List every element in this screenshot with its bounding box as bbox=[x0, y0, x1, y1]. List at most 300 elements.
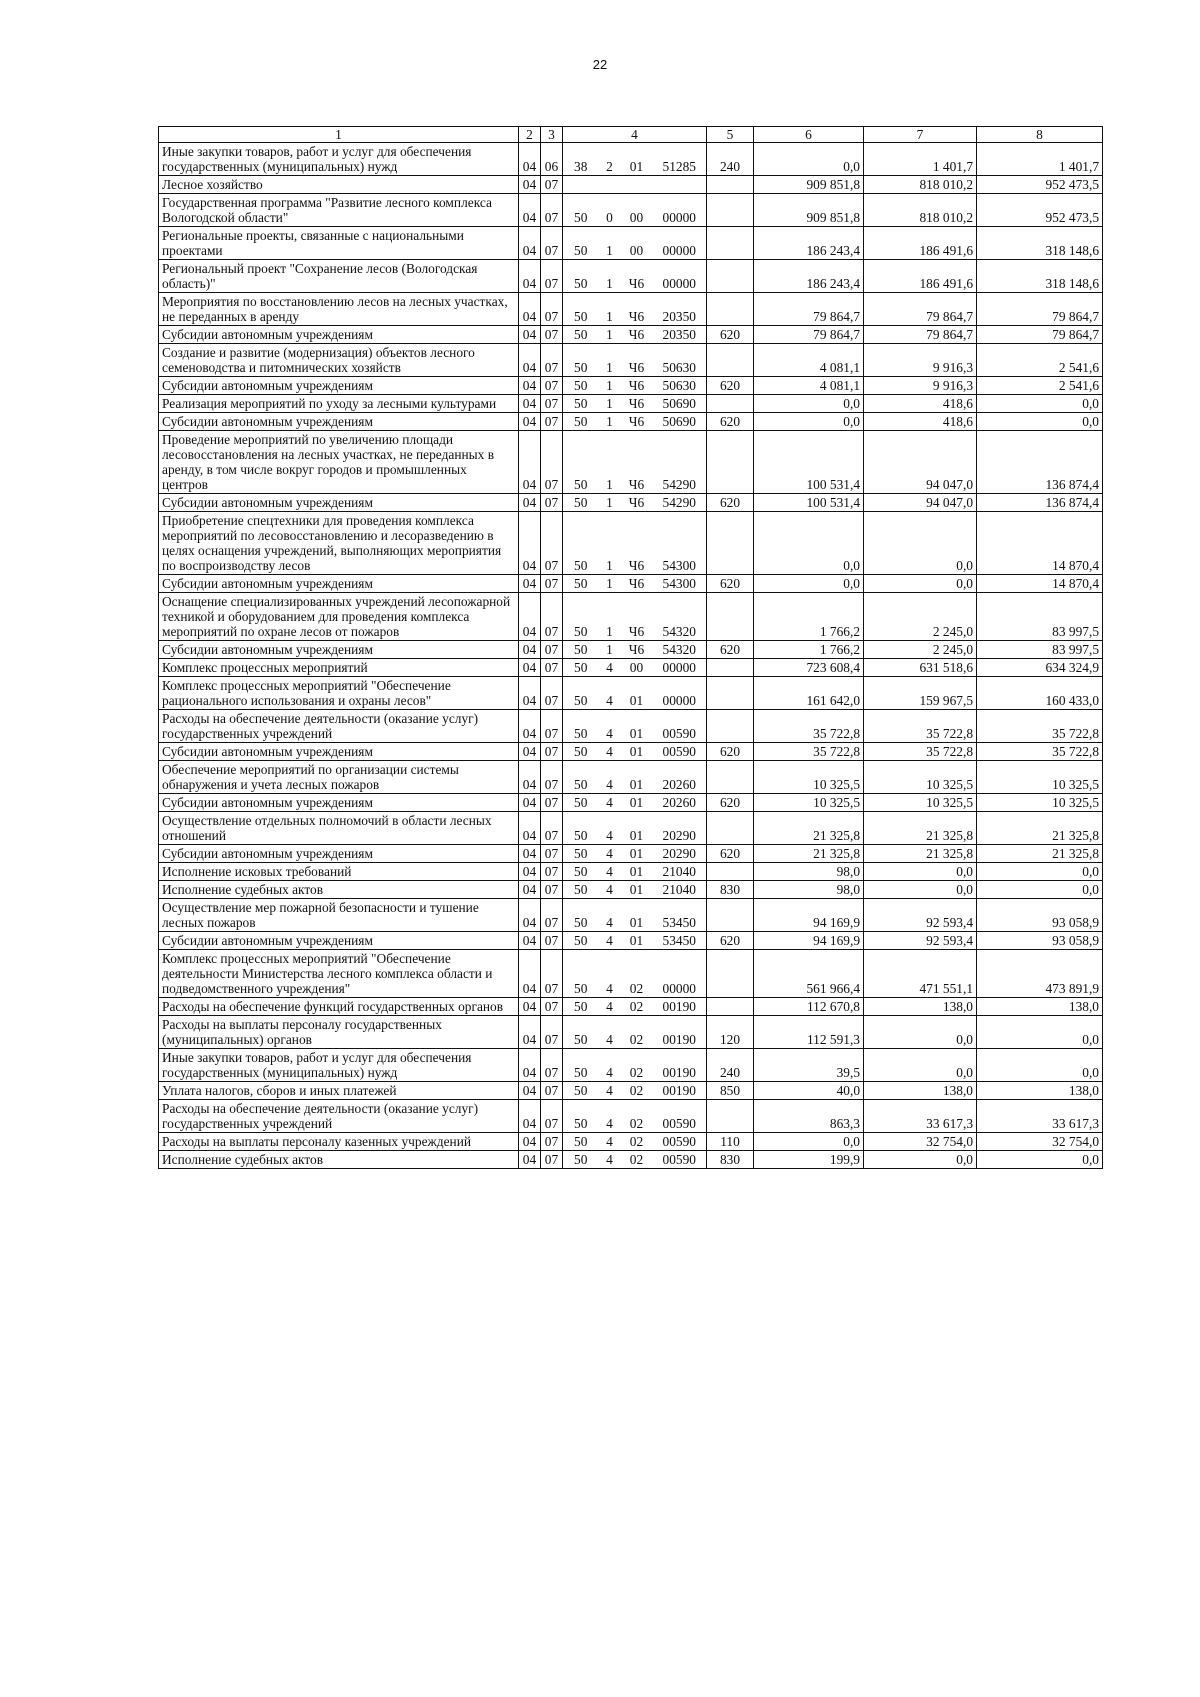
row-name: Субсидии автономным учреждениям bbox=[159, 845, 519, 863]
table-row bbox=[159, 845, 1103, 863]
row-name: Расходы на выплаты персоналу казенных учреждений bbox=[159, 1133, 519, 1151]
program-code: 50 bbox=[563, 761, 599, 794]
subprogram-code: 4 bbox=[599, 710, 621, 743]
subprogram-code: 4 bbox=[599, 899, 621, 932]
event-code: 02 bbox=[621, 1016, 653, 1049]
program-code bbox=[563, 176, 599, 194]
subsection-code: 07 bbox=[541, 512, 563, 575]
event-code: Ч6 bbox=[621, 344, 653, 377]
amount-col-7: 0,0 bbox=[864, 1151, 977, 1169]
amount-col-8: 93 058,9 bbox=[977, 899, 1103, 932]
subsection-code: 07 bbox=[541, 710, 563, 743]
subprogram-code: 1 bbox=[599, 593, 621, 641]
subsection-code: 07 bbox=[541, 863, 563, 881]
direction-code bbox=[653, 176, 707, 194]
amount-col-8: 10 325,5 bbox=[977, 794, 1103, 812]
row-name: Субсидии автономным учреждениям bbox=[159, 932, 519, 950]
section-code: 04 bbox=[519, 176, 541, 194]
table-row bbox=[159, 950, 1103, 998]
section-code: 04 bbox=[519, 260, 541, 293]
section-code: 04 bbox=[519, 794, 541, 812]
column-header-6: 6 bbox=[754, 127, 864, 143]
expense-type-code bbox=[707, 677, 754, 710]
program-code: 38 bbox=[563, 143, 599, 176]
expense-type-code: 620 bbox=[707, 575, 754, 593]
expense-type-code: 240 bbox=[707, 1049, 754, 1082]
amount-col-8: 136 874,4 bbox=[977, 431, 1103, 494]
event-code: 01 bbox=[621, 899, 653, 932]
program-code: 50 bbox=[563, 677, 599, 710]
direction-code: 20350 bbox=[653, 293, 707, 326]
subsection-code: 07 bbox=[541, 1049, 563, 1082]
direction-code: 54290 bbox=[653, 494, 707, 512]
row-name: Региональный проект "Сохранение лесов (Вологодская область)" bbox=[159, 260, 519, 293]
row-name: Субсидии автономным учреждениям bbox=[159, 743, 519, 761]
amount-col-6: 0,0 bbox=[754, 143, 864, 176]
program-code: 50 bbox=[563, 1133, 599, 1151]
amount-col-6: 112 591,3 bbox=[754, 1016, 864, 1049]
subsection-code: 07 bbox=[541, 593, 563, 641]
subprogram-code: 1 bbox=[599, 293, 621, 326]
subprogram-code: 4 bbox=[599, 659, 621, 677]
expense-type-code: 850 bbox=[707, 1082, 754, 1100]
event-code: 01 bbox=[621, 932, 653, 950]
event-code: Ч6 bbox=[621, 377, 653, 395]
section-code: 04 bbox=[519, 743, 541, 761]
subprogram-code: 4 bbox=[599, 863, 621, 881]
amount-col-7: 33 617,3 bbox=[864, 1100, 977, 1133]
column-number-row bbox=[159, 127, 1103, 143]
amount-col-8: 0,0 bbox=[977, 881, 1103, 899]
subprogram-code: 1 bbox=[599, 344, 621, 377]
expense-type-code: 110 bbox=[707, 1133, 754, 1151]
expense-type-code bbox=[707, 431, 754, 494]
table-row bbox=[159, 293, 1103, 326]
table-row bbox=[159, 932, 1103, 950]
subprogram-code: 1 bbox=[599, 575, 621, 593]
direction-code: 50690 bbox=[653, 413, 707, 431]
subprogram-code: 1 bbox=[599, 326, 621, 344]
subprogram-code bbox=[599, 176, 621, 194]
amount-col-7: 0,0 bbox=[864, 1049, 977, 1082]
section-code: 04 bbox=[519, 641, 541, 659]
amount-col-7: 10 325,5 bbox=[864, 761, 977, 794]
row-name: Субсидии автономным учреждениям bbox=[159, 413, 519, 431]
amount-col-7: 9 916,3 bbox=[864, 377, 977, 395]
section-code: 04 bbox=[519, 494, 541, 512]
subsection-code: 07 bbox=[541, 194, 563, 227]
program-code: 50 bbox=[563, 710, 599, 743]
program-code: 50 bbox=[563, 593, 599, 641]
section-code: 04 bbox=[519, 395, 541, 413]
section-code: 04 bbox=[519, 1100, 541, 1133]
column-header-1: 1 bbox=[159, 127, 519, 143]
amount-col-8: 35 722,8 bbox=[977, 743, 1103, 761]
subsection-code: 07 bbox=[541, 677, 563, 710]
expense-type-code bbox=[707, 344, 754, 377]
program-code: 50 bbox=[563, 395, 599, 413]
event-code: 02 bbox=[621, 998, 653, 1016]
event-code: 01 bbox=[621, 845, 653, 863]
amount-col-8: 33 617,3 bbox=[977, 1100, 1103, 1133]
expense-type-code: 620 bbox=[707, 845, 754, 863]
amount-col-7: 0,0 bbox=[864, 1016, 977, 1049]
subprogram-code: 4 bbox=[599, 743, 621, 761]
subprogram-code: 4 bbox=[599, 932, 621, 950]
program-code: 50 bbox=[563, 845, 599, 863]
program-code: 50 bbox=[563, 260, 599, 293]
subsection-code: 07 bbox=[541, 845, 563, 863]
row-name: Субсидии автономным учреждениям bbox=[159, 794, 519, 812]
expense-type-code bbox=[707, 194, 754, 227]
program-code: 50 bbox=[563, 1151, 599, 1169]
row-name: Комплекс процессных мероприятий "Обеспечение деятельности Министерства лесного комплекса области и подведомственного учреждения" bbox=[159, 950, 519, 998]
table-row bbox=[159, 227, 1103, 260]
section-code: 04 bbox=[519, 143, 541, 176]
expense-type-code: 240 bbox=[707, 143, 754, 176]
table-row bbox=[159, 710, 1103, 743]
expense-type-code: 620 bbox=[707, 377, 754, 395]
amount-col-6: 35 722,8 bbox=[754, 710, 864, 743]
expense-type-code: 620 bbox=[707, 413, 754, 431]
subprogram-code: 4 bbox=[599, 1151, 621, 1169]
amount-col-6: 561 966,4 bbox=[754, 950, 864, 998]
subprogram-code: 1 bbox=[599, 260, 621, 293]
section-code: 04 bbox=[519, 659, 541, 677]
event-code: Ч6 bbox=[621, 431, 653, 494]
amount-col-8: 952 473,5 bbox=[977, 176, 1103, 194]
row-name: Мероприятия по восстановлению лесов на лесных участках, не переданных в аренду bbox=[159, 293, 519, 326]
section-code: 04 bbox=[519, 326, 541, 344]
row-name: Комплекс процессных мероприятий bbox=[159, 659, 519, 677]
event-code: Ч6 bbox=[621, 593, 653, 641]
subsection-code: 07 bbox=[541, 326, 563, 344]
subsection-code: 07 bbox=[541, 743, 563, 761]
program-code: 50 bbox=[563, 863, 599, 881]
direction-code: 50630 bbox=[653, 377, 707, 395]
subprogram-code: 1 bbox=[599, 227, 621, 260]
amount-col-8: 79 864,7 bbox=[977, 293, 1103, 326]
amount-col-6: 199,9 bbox=[754, 1151, 864, 1169]
subprogram-code: 1 bbox=[599, 413, 621, 431]
program-code: 50 bbox=[563, 227, 599, 260]
program-code: 50 bbox=[563, 575, 599, 593]
amount-col-6: 0,0 bbox=[754, 512, 864, 575]
event-code: 01 bbox=[621, 677, 653, 710]
table-row bbox=[159, 998, 1103, 1016]
amount-col-8: 136 874,4 bbox=[977, 494, 1103, 512]
section-code: 04 bbox=[519, 344, 541, 377]
amount-col-7: 2 245,0 bbox=[864, 641, 977, 659]
section-code: 04 bbox=[519, 1016, 541, 1049]
table-row bbox=[159, 1151, 1103, 1169]
direction-code: 53450 bbox=[653, 899, 707, 932]
program-code: 50 bbox=[563, 1016, 599, 1049]
amount-col-8: 473 891,9 bbox=[977, 950, 1103, 998]
subsection-code: 07 bbox=[541, 881, 563, 899]
program-code: 50 bbox=[563, 326, 599, 344]
subsection-code: 07 bbox=[541, 227, 563, 260]
section-code: 04 bbox=[519, 998, 541, 1016]
amount-col-8: 0,0 bbox=[977, 413, 1103, 431]
section-code: 04 bbox=[519, 1133, 541, 1151]
amount-col-7: 92 593,4 bbox=[864, 932, 977, 950]
expense-type-code: 620 bbox=[707, 932, 754, 950]
event-code: 00 bbox=[621, 194, 653, 227]
row-name: Реализация мероприятий по уходу за лесными культурами bbox=[159, 395, 519, 413]
amount-col-8: 0,0 bbox=[977, 1016, 1103, 1049]
column-header-5: 5 bbox=[707, 127, 754, 143]
subprogram-code: 4 bbox=[599, 845, 621, 863]
row-name: Обеспечение мероприятий по организации системы обнаружения и учета лесных пожаров bbox=[159, 761, 519, 794]
event-code: 02 bbox=[621, 1151, 653, 1169]
event-code: Ч6 bbox=[621, 512, 653, 575]
table-row bbox=[159, 593, 1103, 641]
table-row bbox=[159, 677, 1103, 710]
section-code: 04 bbox=[519, 899, 541, 932]
program-code: 50 bbox=[563, 194, 599, 227]
row-name: Расходы на обеспечение деятельности (оказание услуг) государственных учреждений bbox=[159, 710, 519, 743]
amount-col-7: 35 722,8 bbox=[864, 743, 977, 761]
amount-col-8: 2 541,6 bbox=[977, 344, 1103, 377]
program-code: 50 bbox=[563, 794, 599, 812]
event-code bbox=[621, 176, 653, 194]
subsection-code: 07 bbox=[541, 950, 563, 998]
amount-col-6: 79 864,7 bbox=[754, 326, 864, 344]
direction-code: 00000 bbox=[653, 194, 707, 227]
table-row bbox=[159, 413, 1103, 431]
row-name: Исполнение исковых требований bbox=[159, 863, 519, 881]
amount-col-6: 0,0 bbox=[754, 395, 864, 413]
section-code: 04 bbox=[519, 593, 541, 641]
amount-col-7: 0,0 bbox=[864, 863, 977, 881]
amount-col-6: 863,3 bbox=[754, 1100, 864, 1133]
direction-code: 20350 bbox=[653, 326, 707, 344]
amount-col-7: 94 047,0 bbox=[864, 431, 977, 494]
subprogram-code: 4 bbox=[599, 1082, 621, 1100]
amount-col-6: 79 864,7 bbox=[754, 293, 864, 326]
row-name: Расходы на выплаты персоналу государственных (муниципальных) органов bbox=[159, 1016, 519, 1049]
direction-code: 21040 bbox=[653, 863, 707, 881]
direction-code: 00190 bbox=[653, 1082, 707, 1100]
table-row bbox=[159, 512, 1103, 575]
expense-type-code bbox=[707, 176, 754, 194]
subsection-code: 07 bbox=[541, 998, 563, 1016]
direction-code: 51285 bbox=[653, 143, 707, 176]
event-code: Ч6 bbox=[621, 641, 653, 659]
column-header-3: 3 bbox=[541, 127, 563, 143]
amount-col-7: 818 010,2 bbox=[864, 176, 977, 194]
subsection-code: 07 bbox=[541, 413, 563, 431]
event-code: Ч6 bbox=[621, 395, 653, 413]
table-row bbox=[159, 641, 1103, 659]
subsection-code: 07 bbox=[541, 1016, 563, 1049]
direction-code: 20290 bbox=[653, 812, 707, 845]
amount-col-6: 100 531,4 bbox=[754, 494, 864, 512]
amount-col-6: 909 851,8 bbox=[754, 176, 864, 194]
section-code: 04 bbox=[519, 710, 541, 743]
expense-type-code bbox=[707, 950, 754, 998]
amount-col-6: 10 325,5 bbox=[754, 794, 864, 812]
expense-type-code bbox=[707, 593, 754, 641]
row-name: Проведение мероприятий по увеличению площади лесовосстановления на лесных участках, не переданных в аренду, в том числе вокруг городов и промышленных центров bbox=[159, 431, 519, 494]
amount-col-6: 4 081,1 bbox=[754, 344, 864, 377]
event-code: 02 bbox=[621, 1133, 653, 1151]
amount-col-8: 1 401,7 bbox=[977, 143, 1103, 176]
direction-code: 00190 bbox=[653, 998, 707, 1016]
expense-type-code: 620 bbox=[707, 326, 754, 344]
amount-col-6: 112 670,8 bbox=[754, 998, 864, 1016]
table-row bbox=[159, 1133, 1103, 1151]
program-code: 50 bbox=[563, 344, 599, 377]
expense-type-code bbox=[707, 812, 754, 845]
amount-col-6: 94 169,9 bbox=[754, 932, 864, 950]
subprogram-code: 4 bbox=[599, 1049, 621, 1082]
amount-col-6: 94 169,9 bbox=[754, 899, 864, 932]
table-row bbox=[159, 326, 1103, 344]
direction-code: 00190 bbox=[653, 1049, 707, 1082]
amount-col-6: 98,0 bbox=[754, 863, 864, 881]
table-row bbox=[159, 761, 1103, 794]
amount-col-6: 21 325,8 bbox=[754, 812, 864, 845]
amount-col-6: 0,0 bbox=[754, 575, 864, 593]
row-name: Субсидии автономным учреждениям bbox=[159, 494, 519, 512]
event-code: Ч6 bbox=[621, 494, 653, 512]
direction-code: 54320 bbox=[653, 641, 707, 659]
expense-type-code bbox=[707, 710, 754, 743]
event-code: 02 bbox=[621, 1082, 653, 1100]
program-code: 50 bbox=[563, 1049, 599, 1082]
table-row bbox=[159, 1100, 1103, 1133]
event-code: 01 bbox=[621, 812, 653, 845]
section-code: 04 bbox=[519, 677, 541, 710]
subprogram-code: 4 bbox=[599, 1100, 621, 1133]
section-code: 04 bbox=[519, 431, 541, 494]
amount-col-6: 98,0 bbox=[754, 881, 864, 899]
table-row bbox=[159, 344, 1103, 377]
program-code: 50 bbox=[563, 998, 599, 1016]
amount-col-8: 634 324,9 bbox=[977, 659, 1103, 677]
table-row bbox=[159, 194, 1103, 227]
row-name: Расходы на обеспечение деятельности (оказание услуг) государственных учреждений bbox=[159, 1100, 519, 1133]
program-code: 50 bbox=[563, 512, 599, 575]
program-code: 50 bbox=[563, 950, 599, 998]
amount-col-8: 21 325,8 bbox=[977, 812, 1103, 845]
event-code: 02 bbox=[621, 1100, 653, 1133]
amount-col-8: 83 997,5 bbox=[977, 641, 1103, 659]
subsection-code: 06 bbox=[541, 143, 563, 176]
amount-col-8: 2 541,6 bbox=[977, 377, 1103, 395]
subprogram-code: 0 bbox=[599, 194, 621, 227]
subsection-code: 07 bbox=[541, 794, 563, 812]
amount-col-7: 79 864,7 bbox=[864, 326, 977, 344]
table-row bbox=[159, 659, 1103, 677]
program-code: 50 bbox=[563, 881, 599, 899]
row-name: Субсидии автономным учреждениям bbox=[159, 575, 519, 593]
amount-col-7: 631 518,6 bbox=[864, 659, 977, 677]
amount-col-7: 94 047,0 bbox=[864, 494, 977, 512]
subprogram-code: 4 bbox=[599, 794, 621, 812]
program-code: 50 bbox=[563, 413, 599, 431]
subsection-code: 07 bbox=[541, 395, 563, 413]
row-name: Осуществление мер пожарной безопасности и тушение лесных пожаров bbox=[159, 899, 519, 932]
subsection-code: 07 bbox=[541, 494, 563, 512]
direction-code: 00000 bbox=[653, 659, 707, 677]
table-row bbox=[159, 395, 1103, 413]
amount-col-8: 0,0 bbox=[977, 1049, 1103, 1082]
amount-col-7: 471 551,1 bbox=[864, 950, 977, 998]
subprogram-code: 4 bbox=[599, 812, 621, 845]
subprogram-code: 4 bbox=[599, 881, 621, 899]
subprogram-code: 4 bbox=[599, 998, 621, 1016]
amount-col-8: 10 325,5 bbox=[977, 761, 1103, 794]
row-name: Комплекс процессных мероприятий "Обеспечение рационального использования и охраны лесов" bbox=[159, 677, 519, 710]
expense-type-code bbox=[707, 899, 754, 932]
program-code: 50 bbox=[563, 743, 599, 761]
row-name: Расходы на обеспечение функций государственных органов bbox=[159, 998, 519, 1016]
expense-type-code: 830 bbox=[707, 1151, 754, 1169]
program-code: 50 bbox=[563, 812, 599, 845]
event-code: 00 bbox=[621, 659, 653, 677]
expense-type-code bbox=[707, 761, 754, 794]
subprogram-code: 4 bbox=[599, 950, 621, 998]
amount-col-8: 0,0 bbox=[977, 395, 1103, 413]
subsection-code: 07 bbox=[541, 899, 563, 932]
table-row bbox=[159, 743, 1103, 761]
event-code: Ч6 bbox=[621, 260, 653, 293]
expense-type-code bbox=[707, 293, 754, 326]
row-name: Оснащение специализированных учреждений лесопожарной техникой и оборудованием для проведения комплекса мероприятий по охране лесов от пожаров bbox=[159, 593, 519, 641]
row-name: Региональные проекты, связанные с национальными проектами bbox=[159, 227, 519, 260]
section-code: 04 bbox=[519, 812, 541, 845]
direction-code: 00000 bbox=[653, 677, 707, 710]
expense-type-code: 620 bbox=[707, 794, 754, 812]
program-code: 50 bbox=[563, 377, 599, 395]
amount-col-6: 35 722,8 bbox=[754, 743, 864, 761]
subsection-code: 07 bbox=[541, 1082, 563, 1100]
amount-col-6: 39,5 bbox=[754, 1049, 864, 1082]
amount-col-7: 0,0 bbox=[864, 512, 977, 575]
amount-col-7: 2 245,0 bbox=[864, 593, 977, 641]
column-header-7: 7 bbox=[864, 127, 977, 143]
amount-col-8: 21 325,8 bbox=[977, 845, 1103, 863]
row-name: Исполнение судебных актов bbox=[159, 881, 519, 899]
subsection-code: 07 bbox=[541, 176, 563, 194]
section-code: 04 bbox=[519, 863, 541, 881]
amount-col-7: 186 491,6 bbox=[864, 260, 977, 293]
column-header-2: 2 bbox=[519, 127, 541, 143]
amount-col-8: 318 148,6 bbox=[977, 227, 1103, 260]
subprogram-code: 1 bbox=[599, 377, 621, 395]
section-code: 04 bbox=[519, 293, 541, 326]
row-name: Приобретение спецтехники для проведения комплекса мероприятий по лесовосстановлению и лесоразведению в целях оснащения учреждений, выполняющих мероприятия по воспроизводству лесов bbox=[159, 512, 519, 575]
row-name: Уплата налогов, сборов и иных платежей bbox=[159, 1082, 519, 1100]
subsection-code: 07 bbox=[541, 1133, 563, 1151]
program-code: 50 bbox=[563, 899, 599, 932]
table-row bbox=[159, 176, 1103, 194]
subsection-code: 07 bbox=[541, 260, 563, 293]
direction-code: 00590 bbox=[653, 743, 707, 761]
amount-col-7: 138,0 bbox=[864, 1082, 977, 1100]
amount-col-6: 4 081,1 bbox=[754, 377, 864, 395]
table-row bbox=[159, 863, 1103, 881]
subprogram-code: 1 bbox=[599, 512, 621, 575]
subprogram-code: 2 bbox=[599, 143, 621, 176]
row-name: Иные закупки товаров, работ и услуг для обеспечения государственных (муниципальных) нужд bbox=[159, 143, 519, 176]
column-header-8: 8 bbox=[977, 127, 1103, 143]
event-code: 02 bbox=[621, 950, 653, 998]
row-name: Иные закупки товаров, работ и услуг для обеспечения государственных (муниципальных) нужд bbox=[159, 1049, 519, 1082]
